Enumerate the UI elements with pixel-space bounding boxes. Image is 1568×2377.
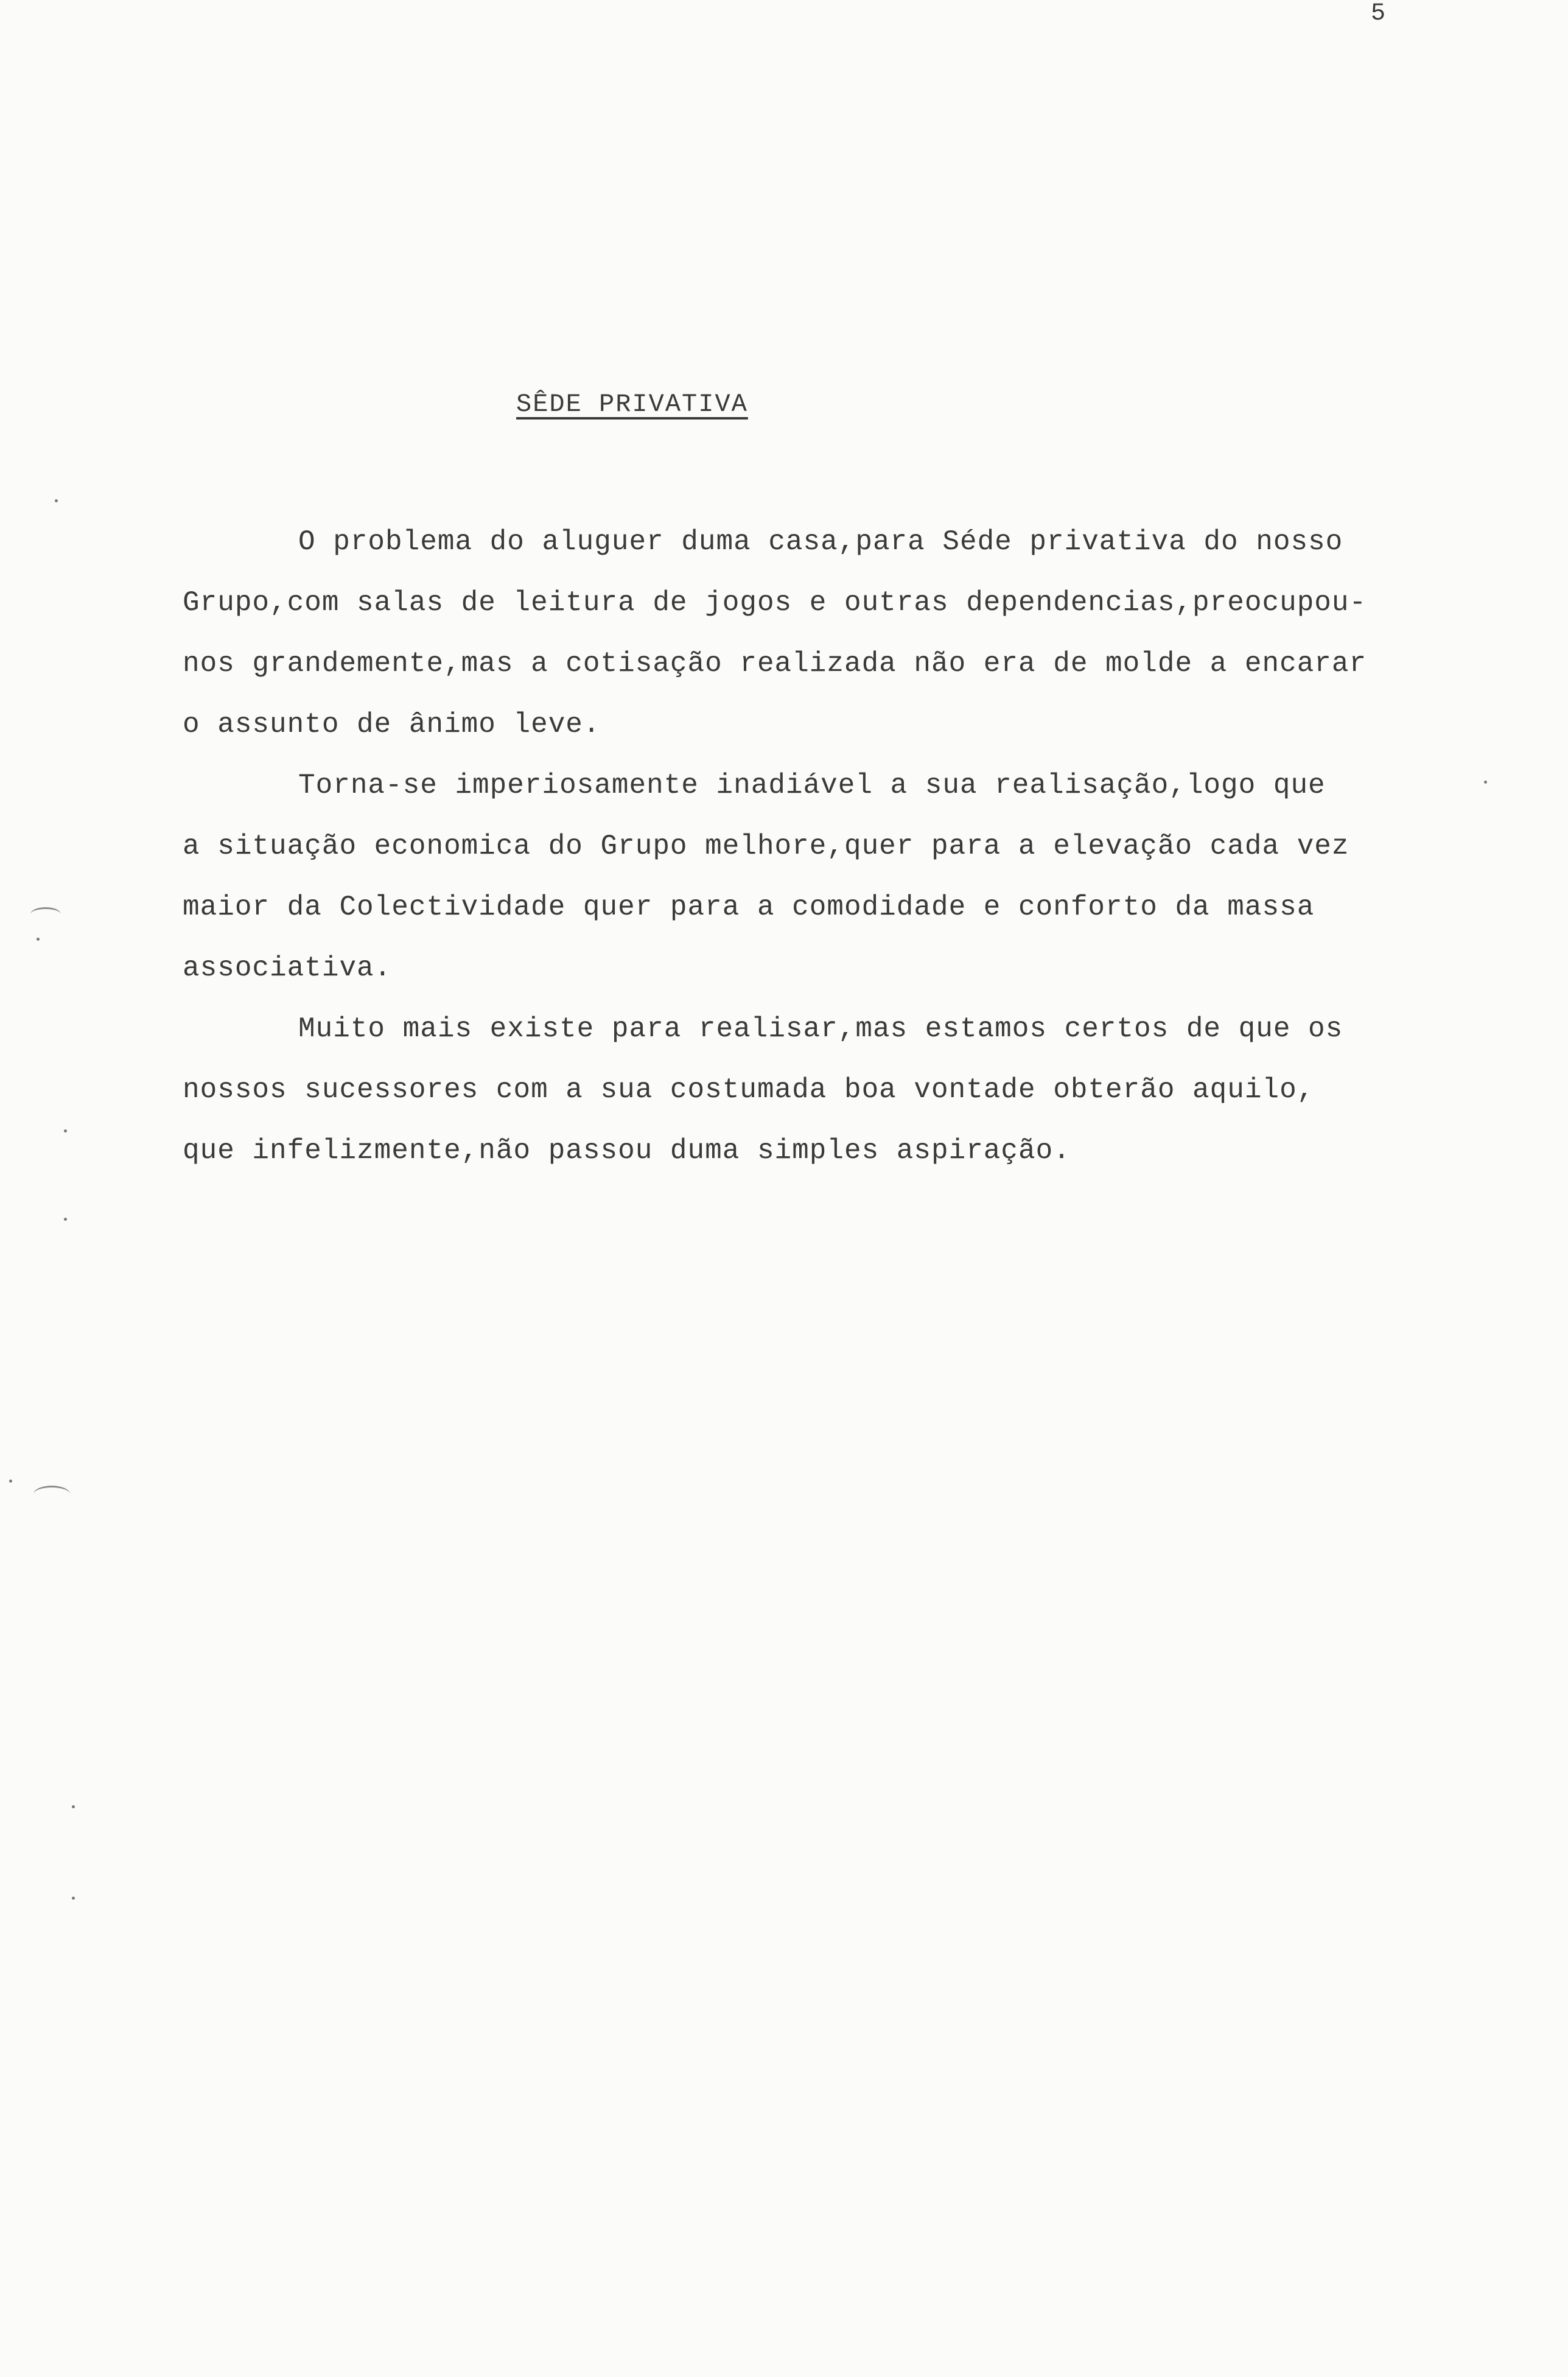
text-line: a situação economica do Grupo melhore,quer para a elevação cada vez	[183, 830, 1349, 862]
text-line: Muito mais existe para realisar,mas estamos certos de que os	[298, 1013, 1343, 1045]
text-line: O problema do aluguer duma casa,para Séde privativa do nosso	[298, 526, 1343, 558]
text-line: Torna-se imperiosamente inadiável a sua realisação,logo que	[298, 770, 1326, 801]
scan-speck	[72, 1805, 75, 1808]
margin-mark	[30, 907, 61, 921]
margin-mark	[33, 1486, 70, 1503]
text-line: que infelizmente,não passou duma simples aspiração.	[183, 1135, 1071, 1167]
scan-speck	[55, 499, 58, 502]
paragraph	[183, 755, 1430, 999]
scan-speck	[37, 938, 40, 941]
scan-speck	[64, 1129, 67, 1132]
scan-speck	[9, 1480, 12, 1483]
document-title: SÊDE PRIVATIVA	[516, 390, 748, 419]
text-line: Grupo,com salas de leitura de jogos e outras dependencias,preocupou-	[183, 587, 1367, 619]
text-line: nossos sucessores com a sua costumada boa vontade obterão aquilo,	[183, 1074, 1315, 1106]
paragraph	[183, 511, 1430, 755]
text-line: maior da Colectividade quer para a comodidade e conforto da massa	[183, 891, 1315, 923]
page-number: 5	[1370, 0, 1385, 27]
text-line: nos grandemente,mas a cotisação realizada não era de molde a encarar	[183, 648, 1367, 679]
text-line: o assunto de ânimo leve.	[183, 709, 601, 740]
text-line: associativa.	[183, 952, 392, 984]
paragraph	[183, 999, 1430, 1181]
scan-speck	[1484, 781, 1487, 784]
scan-speck	[72, 1897, 75, 1900]
scan-speck	[64, 1218, 67, 1221]
document-body	[183, 511, 1430, 1181]
